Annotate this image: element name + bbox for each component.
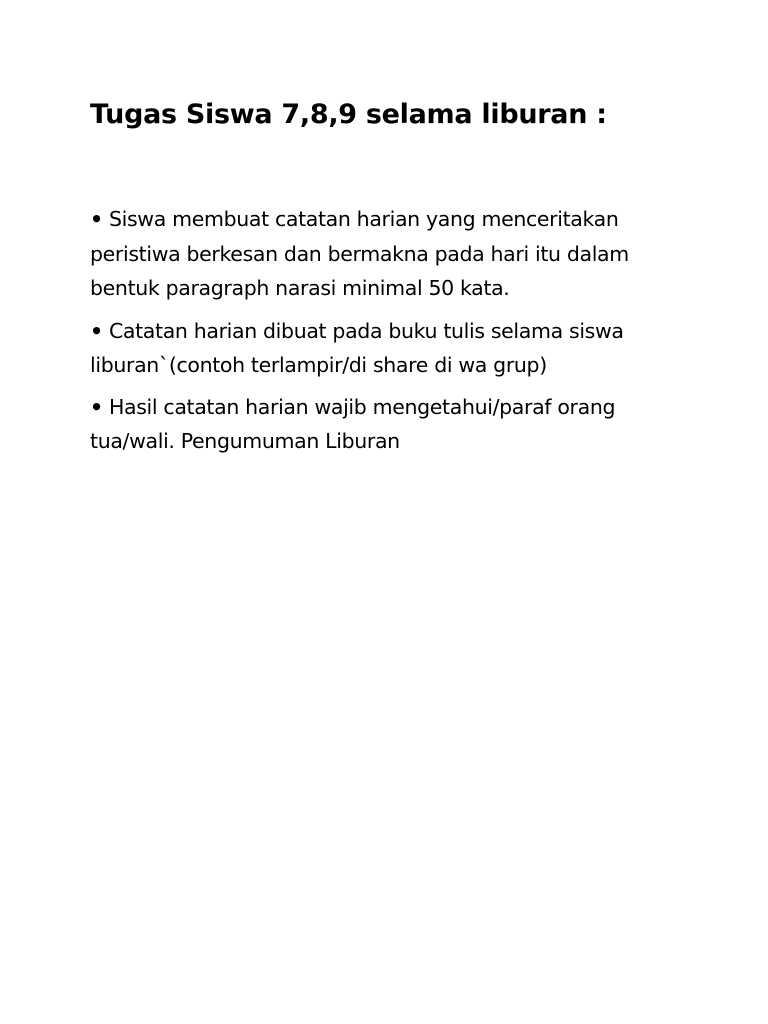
list-item-text: Hasil catatan harian wajib mengetahui/paraf orang tua/wali. Pengumuman Liburan xyxy=(90,394,616,453)
document-title: Tugas Siswa 7,8,9 selama liburan : xyxy=(90,99,607,130)
bullet-icon: • xyxy=(90,207,103,231)
list-item-text: Siswa membuat catatan harian yang menceritakan peristiwa berkesan dan bermakna pada hari itu dalam bentuk paragraph narasi minimal 50 kata. xyxy=(90,207,629,300)
list-item xyxy=(90,314,690,383)
list-item xyxy=(90,390,690,459)
list-item-text: Catatan harian dibuat pada buku tulis selama siswa liburan`(contoh terlampir/di share di wa grup) xyxy=(90,318,624,377)
bullet-icon: • xyxy=(90,318,103,343)
task-list xyxy=(90,202,690,467)
list-item xyxy=(90,202,690,306)
bullet-icon: • xyxy=(90,394,103,419)
